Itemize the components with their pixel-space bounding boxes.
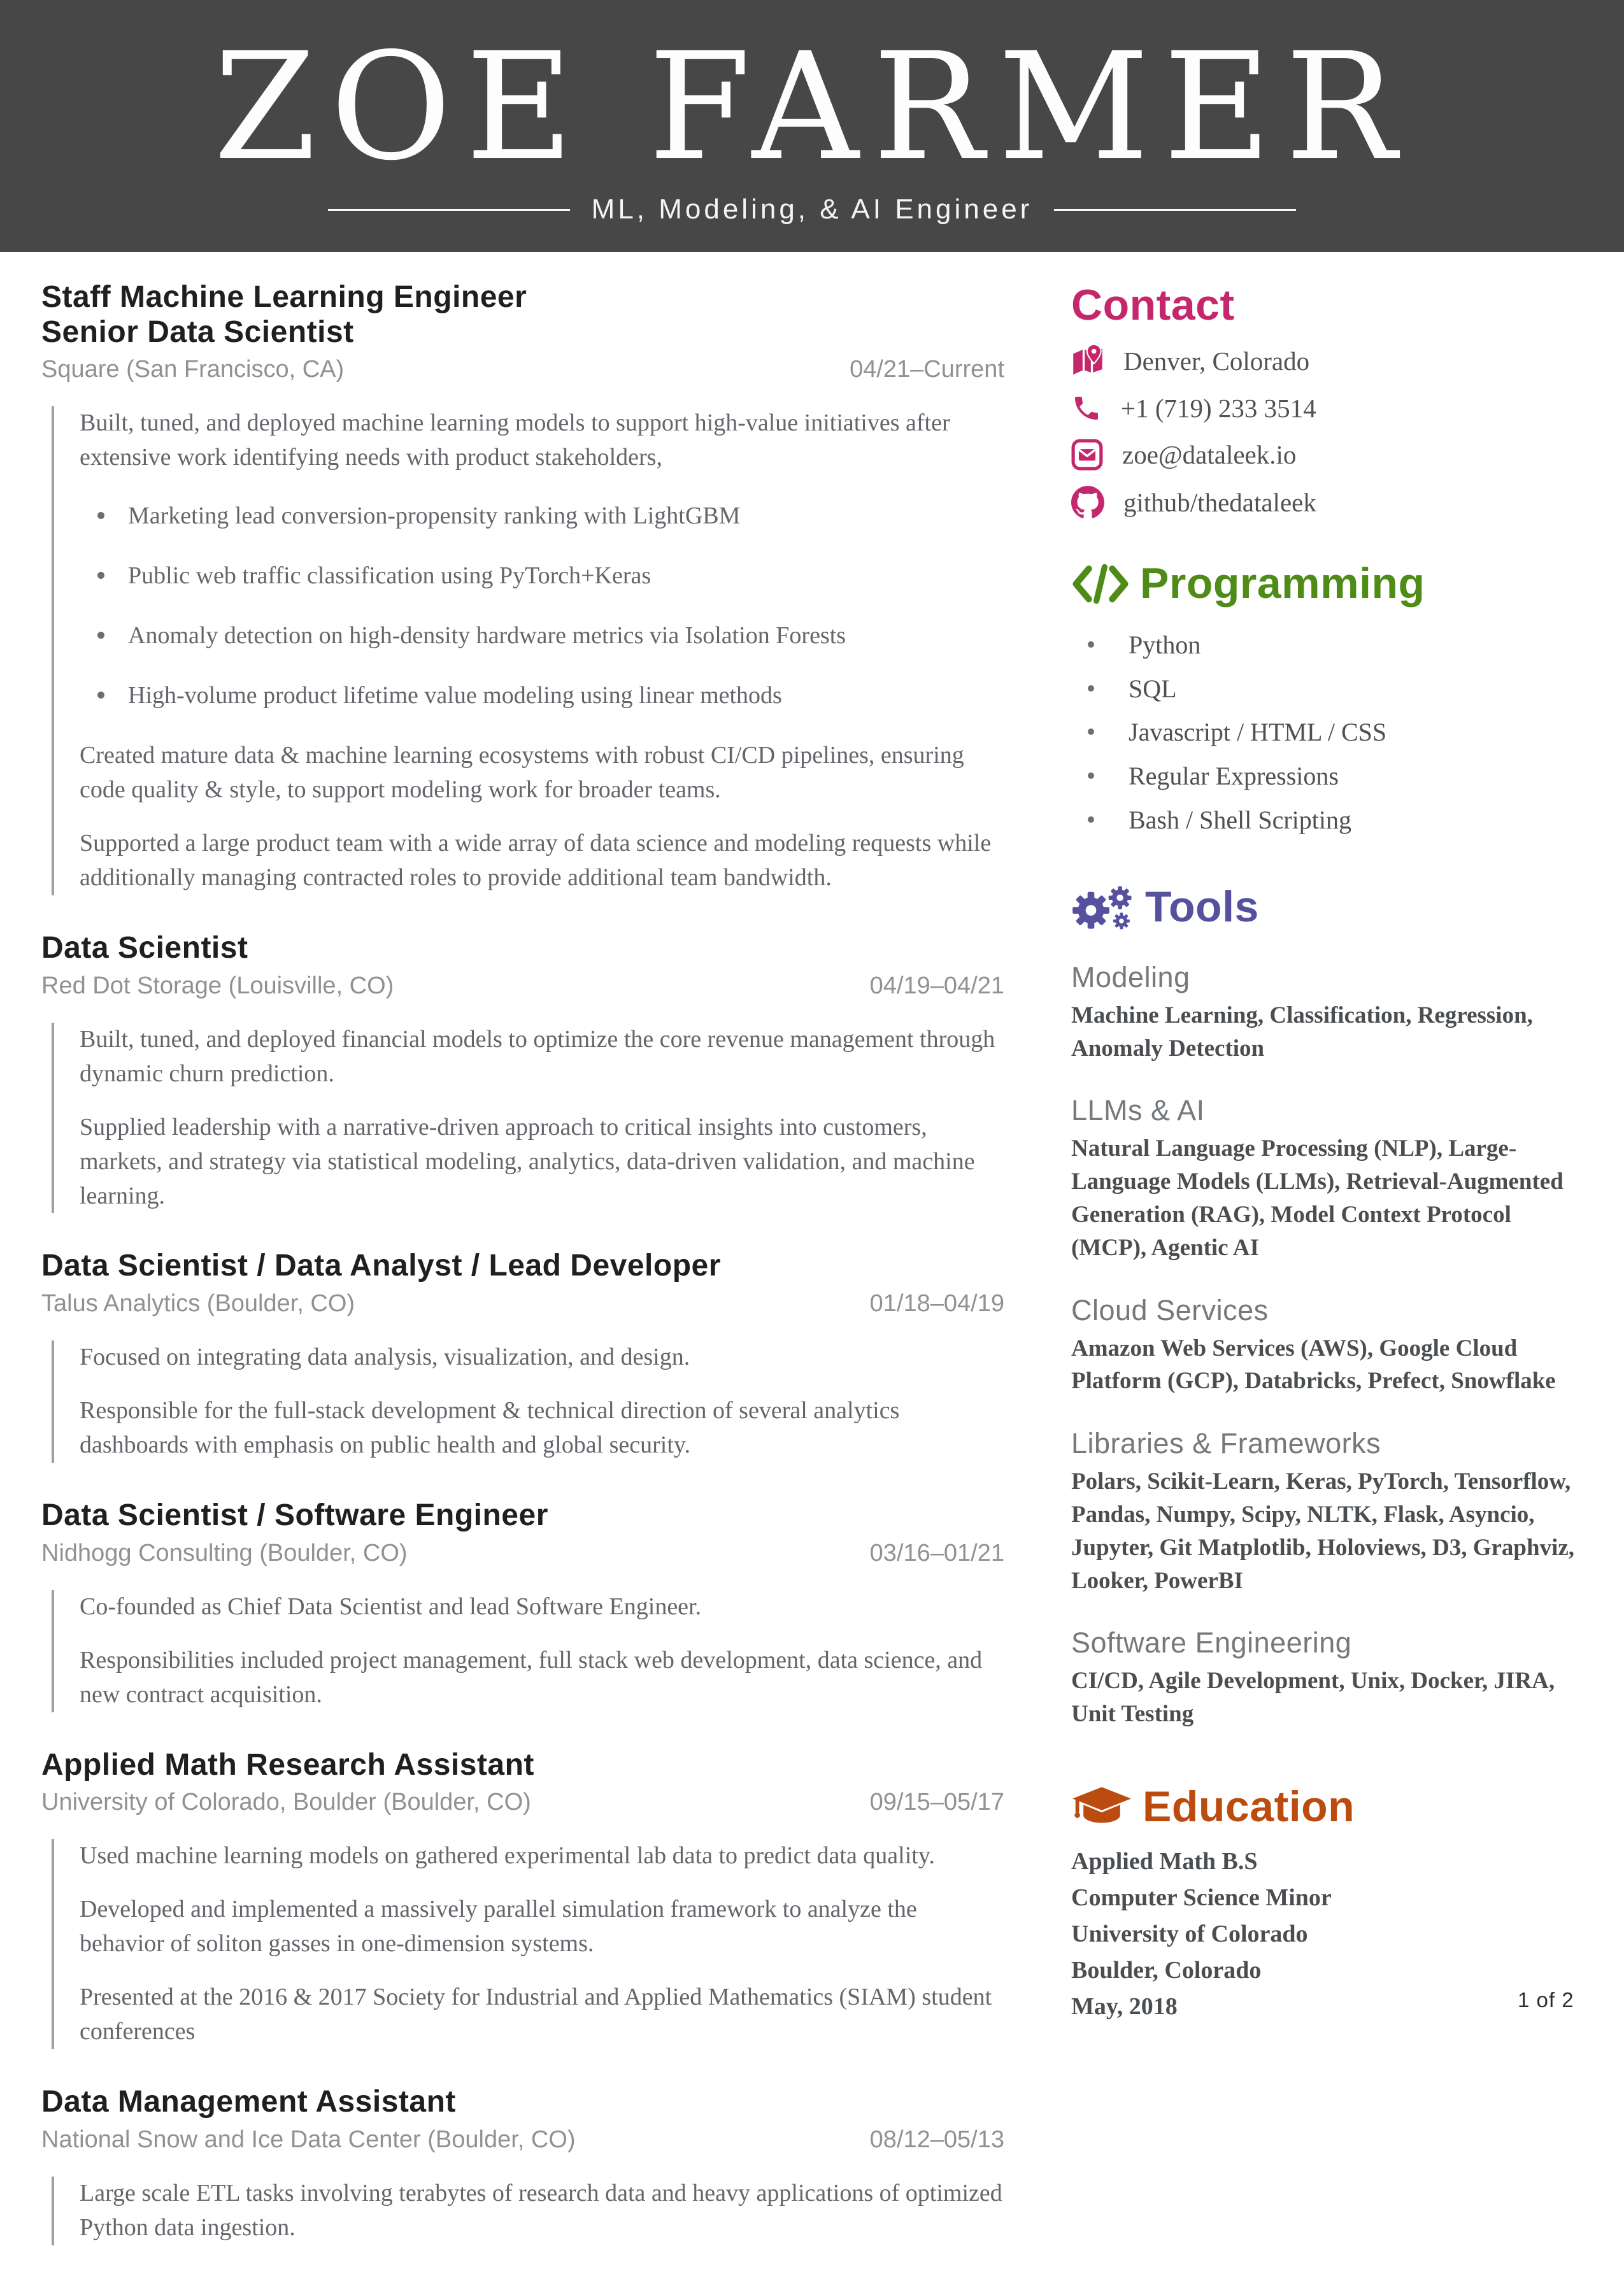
job-title-line-2: Senior Data Scientist [41,315,354,349]
job-paragraph: Responsible for the full-stack development & technical direction of several analytics dashboards with emphasis on public health and global security. [80,1397,900,1459]
graduation-cap-icon [1071,1786,1132,1829]
job-entry [41,280,1004,895]
education-heading [1071,1784,1592,1830]
programming-item: Python [1071,629,1592,662]
job-paragraph: Focused on integrating data analysis, visualization, and design. [80,1344,690,1371]
job-company: Talus Analytics (Boulder, CO) [41,1290,355,1318]
job-paragraph: Built, tuned, and deployed financial models to optimize the core revenue management through dynamic churn prediction. [80,1025,995,1087]
job-paragraph: Used machine learning models on gathered experimental lab data to predict data quality. [80,1842,935,1870]
programming-item: Regular Expressions [1071,760,1592,793]
programming-heading-label: Programming [1140,559,1425,608]
programming-item: Javascript / HTML / CSS [1071,716,1592,750]
job-dates: 04/19–04/21 [869,972,1004,999]
tool-group-text: Polars, Scikit-Learn, Keras, PyTorch, Tensorflow, Pandas, Numpy, Scipy, NLTK, Flask, Asyncio, Jupyter, Git Matplotlib, Holoviews, D3, Graphviz, Looker, PowerBI [1071,1468,1575,1594]
job-bullet: High-volume product lifetime value modeling using linear methods [80,679,1004,713]
contact-email-text: zoe@dataleek.io [1122,440,1297,470]
programming-heading [1071,561,1592,606]
contact-phone-text: +1 (719) 233 3514 [1121,394,1316,423]
education-line: University of Colorado [1071,1921,1308,1948]
experience-column [41,280,1004,2281]
tool-group [1071,1626,1592,1731]
job-title: Data Scientist / Data Analyst / Lead Developer [41,1249,721,1283]
tagline-rule-right [1054,209,1296,211]
job-bullet: Marketing lead conversion-propensity ranking with LightGBM [80,499,1004,534]
job-meta [41,1290,1004,1318]
tool-group-text: Amazon Web Services (AWS), Google Cloud Platform (GCP), Databricks, Prefect, Snowflake [1071,1335,1556,1395]
job-bullet: Anomaly detection on high-density hardware metrics via Isolation Forests [80,619,1004,653]
job-paragraph: Co-founded as Chief Data Scientist and lead Software Engineer. [80,1593,702,1620]
tools-heading [1071,883,1592,932]
candidate-name: ZOE FARMER [213,21,1411,193]
programming-item: SQL [1071,672,1592,706]
programming-section [1071,561,1592,837]
job-dates: 04/21–Current [850,356,1004,383]
job-company: Red Dot Storage (Louisville, CO) [41,972,394,999]
job-paragraph: Supported a large product team with a wide array of data science and modeling requests while additionally managing contracted roles to provide additional team bandwidth. [80,830,992,892]
job-meta [41,1540,1004,1567]
job-paragraph: Large scale ETL tasks involving terabytes of research data and heavy applications of optimized Python data ingestion. [80,2179,1002,2241]
tool-group-text: Natural Language Processing (NLP), Large-Language Models (LLMs), Retrieval-Augmented Generation (RAG), Model Context Protocol (MCP), Agentic AI [1071,1135,1563,1261]
contact-location [1071,345,1592,378]
job-entry [41,1249,1004,1463]
job-entry [41,2085,1004,2245]
tool-group [1071,1294,1592,1398]
contact-section [1071,283,1592,519]
job-body [52,1023,1004,1214]
education-details [1071,1844,1592,2025]
github-icon [1071,486,1104,519]
job-paragraph: Supplied leadership with a narrative-driven approach to critical insights into customers, markets, and strategy via statistical modeling, analytics, data-driven validation, and machine learning. [80,1113,975,1209]
tool-group-label: LLMs & AI [1071,1094,1205,1127]
tool-group [1071,961,1592,1065]
education-line: Applied Math B.S [1071,1848,1258,1875]
tagline-rule-left [328,209,570,211]
education-section [1071,1784,1592,2025]
job-title: Applied Math Research Assistant [41,1747,534,1782]
job-meta [41,972,1004,1000]
job-company: Square (San Francisco, CA) [41,356,345,383]
tool-group [1071,1427,1592,1597]
tool-group-label: Modeling [1071,960,1190,993]
page-number: 1 of 2 [1518,1988,1574,2012]
job-body [52,2177,1004,2245]
resume-header [0,0,1624,252]
job-bullet: Public web traffic classification using PyTorch+Keras [80,559,1004,593]
job-paragraph: Responsibilities included project management, full stack web development, data science, and new contract acquisition. [80,1646,983,1708]
tool-group-label: Cloud Services [1071,1293,1269,1326]
education-line: Boulder, Colorado [1071,1957,1262,1984]
candidate-tagline: ML, Modeling, & AI Engineer [591,194,1033,225]
job-entry [41,1748,1004,2049]
sidebar [1071,283,1592,2025]
job-entry [41,931,1004,1213]
education-line: Computer Science Minor [1071,1884,1332,1912]
contact-list [1071,345,1592,519]
contact-heading-label: Contact [1071,281,1235,329]
job-company: Nidhogg Consulting (Boulder, CO) [41,1539,408,1567]
job-meta [41,2126,1004,2154]
job-body [52,1340,1004,1463]
education-line: May, 2018 [1071,1993,1178,2021]
job-meta [41,356,1004,383]
tagline-row [0,194,1624,225]
job-company: National Snow and Ice Data Center (Boulder, CO) [41,2126,576,2153]
envelope-icon [1071,439,1103,471]
contact-location-text: Denver, Colorado [1123,346,1310,376]
tools-heading-label: Tools [1145,883,1259,932]
tool-group [1071,1094,1592,1264]
job-body [52,1839,1004,2049]
programming-list [1071,629,1592,837]
contact-email [1071,439,1592,471]
tool-group-label: Software Engineering [1071,1626,1352,1659]
tool-group-text: Machine Learning, Classification, Regression, Anomaly Detection [1071,1002,1533,1062]
contact-github-text: github/thedataleek [1123,488,1316,518]
job-body [52,1590,1004,1712]
job-entry [41,1498,1004,1712]
job-paragraph: Built, tuned, and deployed machine learning models to support high-value initiatives after extensive work identifying needs with product stakeholders, [80,409,950,471]
phone-icon [1071,393,1102,423]
contact-heading [1071,283,1592,328]
gears-icon [1071,883,1135,932]
tool-group-text: CI/CD, Agile Development, Unix, Docker, JIRA, Unit Testing [1071,1668,1555,1728]
job-dates: 08/12–05/13 [869,2126,1004,2153]
job-title [41,280,1004,350]
job-dates: 01/18–04/19 [869,1290,1004,1318]
job-meta [41,1789,1004,1816]
contact-github [1071,486,1592,519]
map-location-icon [1071,345,1104,378]
job-bullet-list [80,499,1004,713]
code-icon [1071,563,1130,605]
job-paragraph: Created mature data & machine learning ecosystems with robust CI/CD pipelines, ensuring code quality & style, to support modeling work for broader teams. [80,742,964,804]
job-paragraph: Developed and implemented a massively parallel simulation framework to analyze the behavior of soliton gasses in one-dimension systems. [80,1896,917,1958]
job-paragraph: Presented at the 2016 & 2017 Society for Industrial and Applied Mathematics (SIAM) student conferences [80,1984,992,2045]
job-dates: 09/15–05/17 [869,1789,1004,1816]
education-heading-label: Education [1143,1782,1355,1831]
tools-section [1071,883,1592,1731]
contact-phone [1071,393,1592,423]
job-title-line-1: Staff Machine Learning Engineer [41,280,527,314]
job-title: Data Scientist [41,930,248,965]
job-dates: 03/16–01/21 [869,1539,1004,1567]
job-title: Data Management Assistant [41,2085,456,2119]
job-title: Data Scientist / Software Engineer [41,1498,548,1533]
programming-item: Bash / Shell Scripting [1071,804,1592,837]
tool-group-label: Libraries & Frameworks [1071,1427,1381,1460]
job-company: University of Colorado, Boulder (Boulder, CO) [41,1789,531,1816]
job-body [52,406,1004,895]
